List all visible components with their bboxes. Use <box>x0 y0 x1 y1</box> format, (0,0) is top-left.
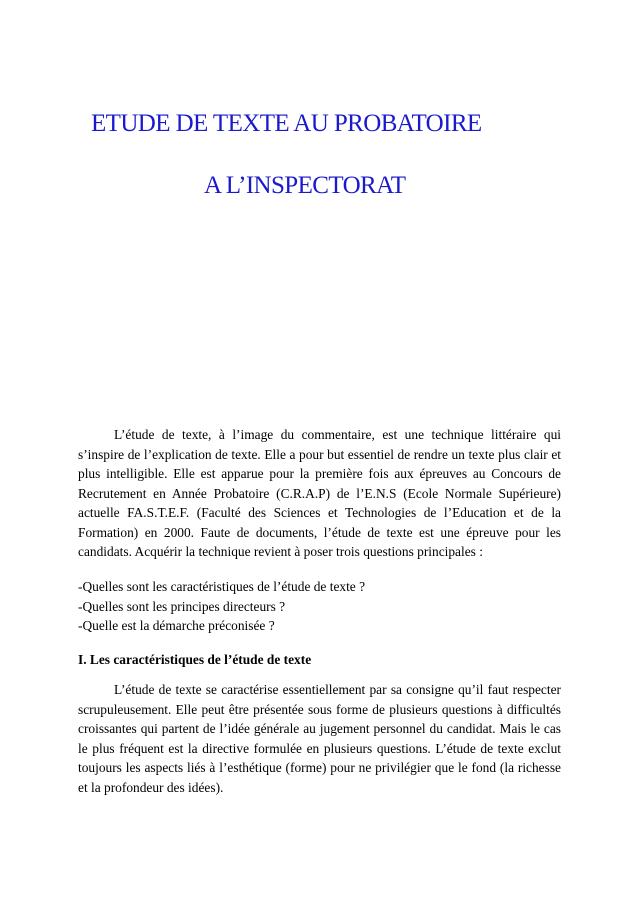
document-title-line-2: A L’INSPECTORAT <box>204 172 406 199</box>
section-paragraph: L’étude de texte se caractérise essentiellement par sa consigne qu’il faut respecter scrupuleusement. Elle peut être présentée sous forme de plusieurs questions à difficultés croissantes qui partent de l’idée générale au jugement personnel du candidat. Mais le cas le plus fréquent est la directive formulée en plusieurs questions. L’étude de texte exclut toujours les aspects liés à l’esthétique (forme) pour ne privilégier que le fond (la richesse et la profondeur des idées). <box>78 682 561 795</box>
section-heading: I. Les caractéristiques de l’étude de texte <box>78 652 312 667</box>
questions-list <box>78 577 561 636</box>
question-item: -Quelles sont les caractéristiques de l’étude de texte ? <box>78 579 366 594</box>
question-item: -Quelles sont les principes directeurs ? <box>78 598 286 614</box>
intro-paragraph: L’étude de texte, à l’image du commentaire, est une technique littéraire qui s’inspire de l’explication de texte. Elle a pour but essentiel de rendre un texte plus clair et plus intelligible. Elle est apparue pour la première fois aux épreuves au Concours de Recrutement en Année Probatoire (C.R.A.P) de l’E.N.S (Ecole Normale Supérieure) actuelle FA.S.T.E.F. (Faculté des Sciences et Technologies de l’Education et de la Formation) en 2000. Faute de documents, l’étude de texte est une épreuve pour les candidats. Acquérir la technique revient à poser trois questions principales : <box>78 427 561 559</box>
question-item: -Quelle est la démarche préconisée ? <box>78 618 275 633</box>
document-title-line-1: ETUDE DE TEXTE AU PROBATOIRE <box>91 110 482 137</box>
